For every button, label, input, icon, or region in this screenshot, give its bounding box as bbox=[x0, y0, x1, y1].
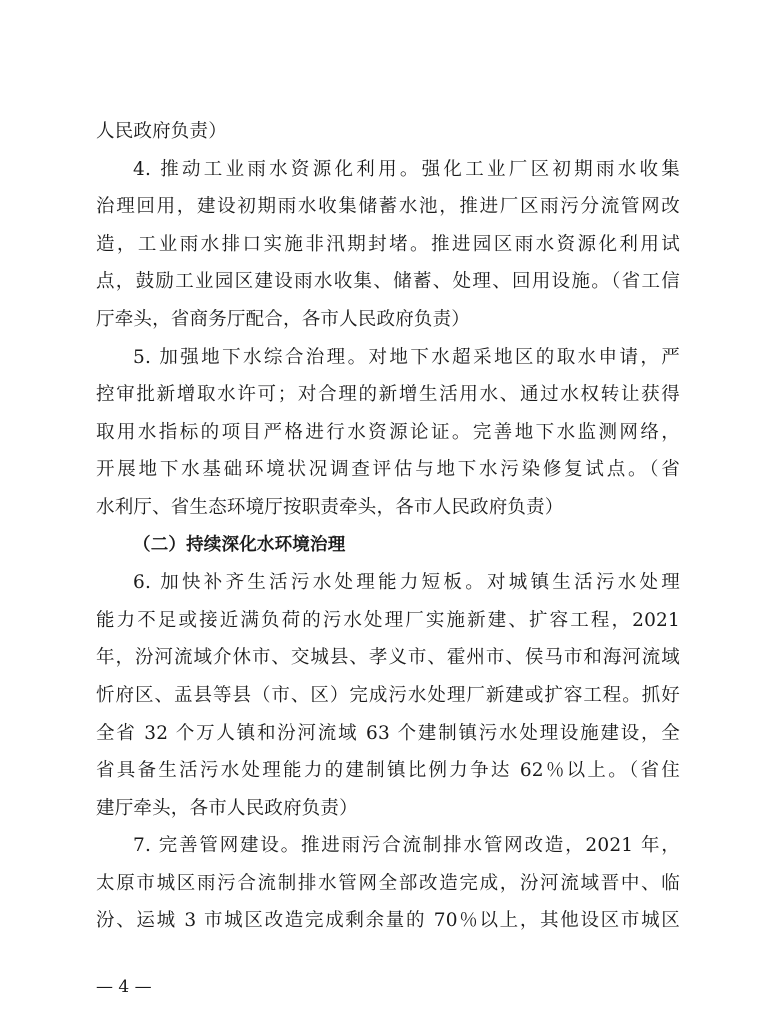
page-number: — 4 — bbox=[96, 977, 152, 997]
document-body bbox=[96, 113, 680, 940]
text-line: 6. 加快补齐生活污水处理能力短板。对城镇生活污水处理 bbox=[133, 572, 680, 594]
text-line: 开展地下水基础环境状况调查评估与地下水污染修复试点。（省 bbox=[96, 459, 680, 481]
text-line: 控审批新增取水许可；对合理的新增生活用水、通过水权转让获得 bbox=[96, 384, 680, 406]
text-line: 5. 加强地下水综合治理。对地下水超采地区的取水申请，严 bbox=[133, 346, 680, 368]
section-heading: （二）持续深化水环境治理 bbox=[133, 534, 346, 555]
text-line: 省具备生活污水处理能力的建制镇比例力争达 62％以上。（省住 bbox=[96, 760, 680, 782]
text-line: 7. 完善管网建设。推进雨污合流制排水管网改造，2021 年， bbox=[133, 835, 680, 857]
text-line: 忻府区、盂县等县（市、区）完成污水处理厂新建或扩容工程。抓好 bbox=[96, 684, 680, 706]
text-line: 取用水指标的项目严格进行水资源论证。完善地下水监测网络， bbox=[96, 421, 680, 443]
text-line: 全省 32 个万人镇和汾河流域 63 个建制镇污水处理设施建设，全 bbox=[96, 722, 680, 744]
text-line: 治理回用，建设初期雨水收集储蓄水池，推进厂区雨污分流管网改 bbox=[96, 196, 680, 218]
text-line: 人民政府负责） bbox=[96, 121, 227, 142]
text-line: 厅牵头，省商务厅配合，各市人民政府负责） bbox=[96, 308, 471, 330]
text-line: 4. 推动工业雨水资源化利用。强化工业厂区初期雨水收集 bbox=[133, 158, 680, 180]
text-line: 建厅牵头，各市人民政府负责） bbox=[96, 797, 358, 819]
text-line: 水利厅、省生态环境厅按职责牵头，各市人民政府负责） bbox=[96, 496, 564, 518]
text-line: 年，汾河流域介休市、交城县、孝义市、霍州市、侯马市和海河流域 bbox=[96, 647, 680, 669]
text-line: 点，鼓励工业园区建设雨水收集、储蓄、处理、回用设施。（省工信 bbox=[96, 271, 680, 293]
text-line: 能力不足或接近满负荷的污水处理厂实施新建、扩容工程，2021 bbox=[96, 609, 680, 631]
text-line: 汾、运城 3 市城区改造完成剩余量的 70％以上，其他设区市城区 bbox=[96, 910, 680, 932]
text-line: 造，工业雨水排口实施非汛期封堵。推进园区雨水资源化利用试 bbox=[96, 233, 680, 255]
text-line: 太原市城区雨污合流制排水管网全部改造完成，汾河流域晋中、临 bbox=[96, 872, 680, 894]
